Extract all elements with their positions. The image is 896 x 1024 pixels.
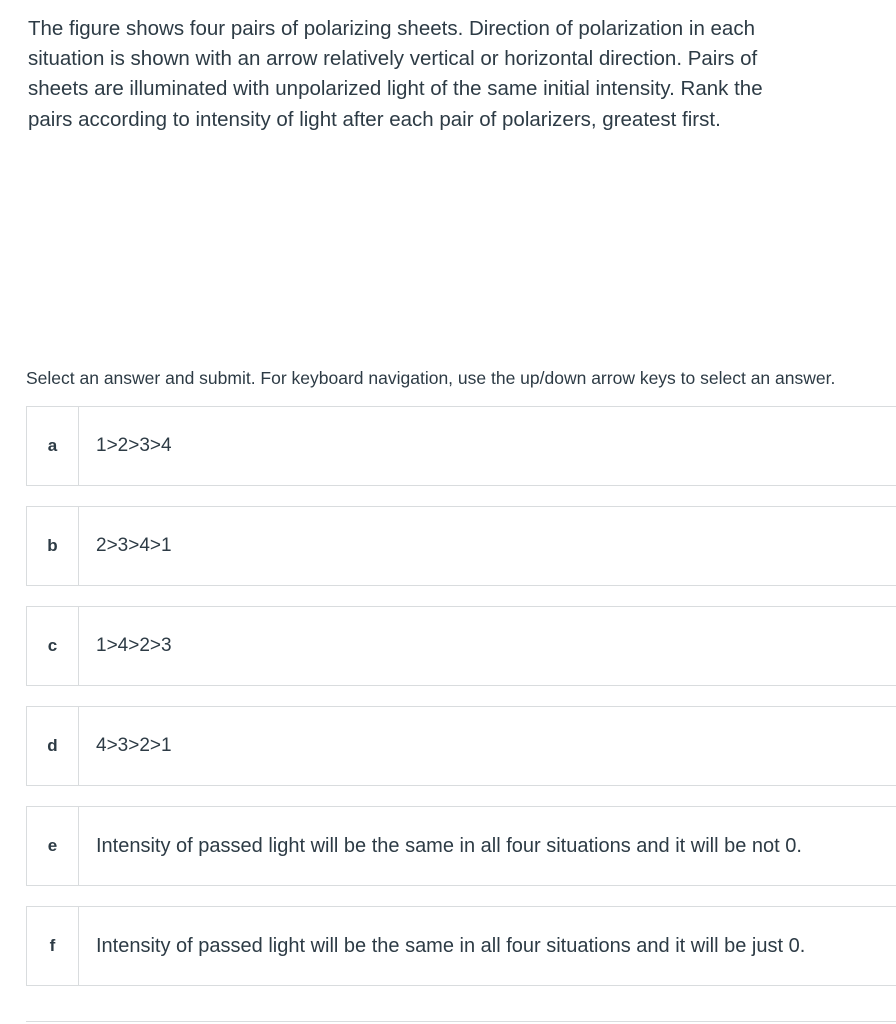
option-text: Intensity of passed light will be the same in all four situations and it will be not 0. [96,834,802,857]
option-letter: c [27,607,79,685]
answer-option-f[interactable] [26,906,896,986]
option-text: Intensity of passed light will be the same in all four situations and it will be just 0. [96,934,806,957]
answer-option-d[interactable] [26,706,896,786]
option-letter: e [27,807,79,885]
option-letter: f [27,907,79,985]
option-text: 1>4>2>3 [96,635,172,656]
option-letter: d [27,707,79,785]
answer-option-a[interactable] [26,406,896,486]
option-letter: a [27,407,79,485]
divider [26,1021,896,1022]
option-text: 2>3>4>1 [96,535,172,556]
option-text: 1>2>3>4 [96,435,172,456]
option-letter: b [27,507,79,585]
answer-instructions: Select an answer and submit. For keyboard navigation, use the up/down arrow keys to select an answer. [26,368,836,388]
answer-option-b[interactable] [26,506,896,586]
answer-option-c[interactable] [26,606,896,686]
question-text: The figure shows four pairs of polarizing sheets. Direction of polarization in each situation is shown with an arrow relatively vertical or horizontal direction. Pairs of sheets are illuminated with unpolarized light of the same initial intensity. Rank the pairs according to intensity of light after each pair of polarizers, greatest first. [28,17,763,131]
answer-option-e[interactable] [26,806,896,886]
option-text: 4>3>2>1 [96,735,172,756]
